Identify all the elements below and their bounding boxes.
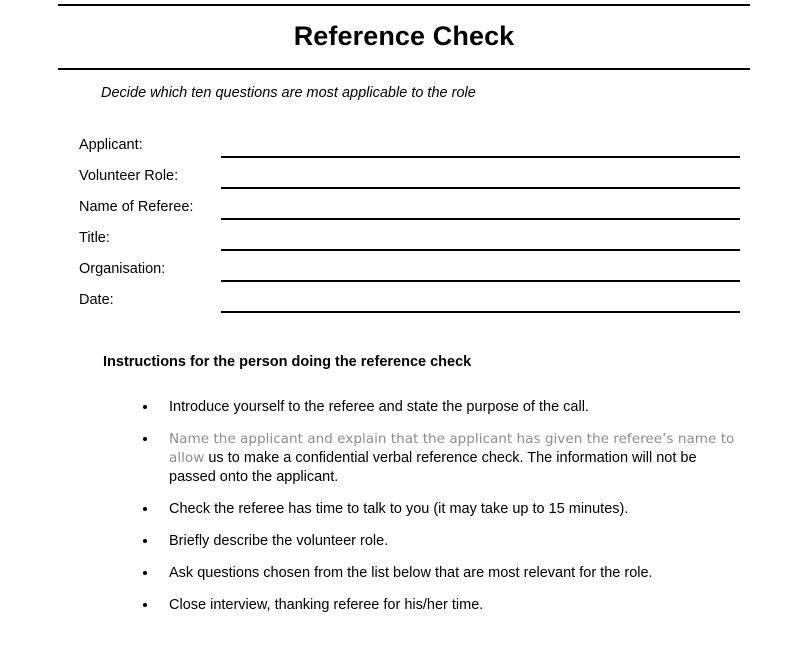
form-row-name-of-referee: [0, 198, 811, 229]
list-item: [0, 398, 811, 417]
form-row-volunteer-role: [0, 167, 811, 198]
bullet-dot-icon: [143, 507, 147, 511]
instructions-bullet-list: [0, 398, 811, 628]
bullet-dot-icon: [143, 539, 147, 543]
field-label-volunteer-role: Volunteer Role:: [79, 168, 179, 184]
applicant-details-form: [0, 136, 811, 322]
header-rule-bottom: [58, 68, 750, 70]
header-rule-top: [58, 4, 750, 6]
field-input-name-of-referee[interactable]: [221, 218, 740, 220]
page-title: Reference Check: [293, 21, 515, 51]
bullet-dot-icon: [143, 437, 147, 441]
field-input-title[interactable]: [221, 249, 740, 251]
instructions-heading: Instructions for the person doing the reference check: [103, 354, 472, 370]
bullet-dot-icon: [143, 603, 147, 607]
field-label-date: Date:: [79, 292, 114, 308]
field-input-date[interactable]: [221, 311, 740, 313]
list-item: [0, 564, 811, 583]
list-item: [0, 500, 811, 519]
list-item-text-faded: Name the applicant and explain that the applicant has given the referee’s name to allow: [169, 431, 735, 466]
list-item-text: Introduce yourself to the referee and state the purpose of the call.: [169, 399, 589, 415]
field-input-applicant[interactable]: [221, 156, 740, 158]
field-label-organisation: Organisation:: [79, 261, 166, 277]
form-row-title: [0, 229, 811, 260]
field-input-organisation[interactable]: [221, 280, 740, 282]
field-label-title: Title:: [79, 230, 110, 246]
list-item-text: Briefly describe the volunteer role.: [169, 533, 389, 549]
form-row-date: [0, 291, 811, 322]
document-subtitle: Decide which ten questions are most applicable to the role: [101, 85, 476, 101]
field-label-applicant: Applicant:: [79, 137, 143, 153]
form-row-organisation: [0, 260, 811, 291]
bullet-dot-icon: [143, 571, 147, 575]
list-item: [0, 596, 811, 615]
form-row-applicant: [0, 136, 811, 167]
field-input-volunteer-role[interactable]: [221, 187, 740, 189]
list-item-text: Ask questions chosen from the list below that are most relevant for the role.: [169, 565, 653, 581]
list-item: [0, 430, 811, 487]
list-item-text: Close interview, thanking referee for his/her time.: [169, 597, 484, 613]
list-item: [0, 532, 811, 551]
field-label-name-of-referee: Name of Referee:: [79, 199, 194, 215]
list-item-text-rest: us to make a confidential verbal reference check. The information will not be passed onto the applicant.: [169, 450, 697, 485]
list-item-text: Check the referee has time to talk to you (it may take up to 15 minutes).: [169, 501, 629, 517]
list-item-text: [169, 430, 743, 487]
bullet-dot-icon: [143, 405, 147, 409]
